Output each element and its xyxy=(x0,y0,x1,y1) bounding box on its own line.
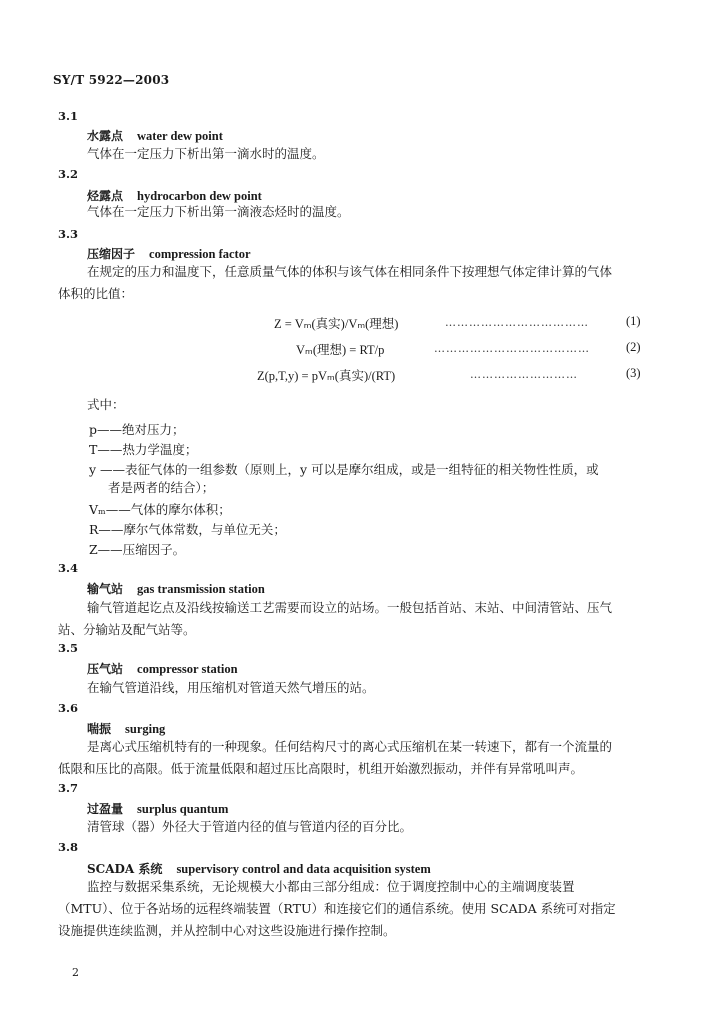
term-chinese: 压缩因子 xyxy=(87,247,136,261)
term-definition: 气体在一定压力下析出第一滴水时的温度。 xyxy=(87,146,325,161)
equation-3: Z(p,T,y) = pVₘ(真实)/(RT) xyxy=(257,369,396,383)
term-definition-line: 站、分输站及配气站等。 xyxy=(58,622,196,637)
term-heading xyxy=(87,800,228,817)
term-definition-line: 低限和压比的高限。低于流量低限和超过压比高限时，机组开始激烈振动，并伴有异常吼叫声。 xyxy=(58,761,584,776)
symbol-definition-continued: 者是两者的结合）； xyxy=(108,480,215,495)
equation-leader: ………………………………… xyxy=(434,342,590,355)
term-chinese: 喘振 xyxy=(87,722,112,736)
equation-1: Z = Vₘ(真实)/Vₘ(理想) xyxy=(274,317,399,331)
term-chinese: 输气站 xyxy=(87,582,124,596)
term-english: compression factor xyxy=(149,247,251,261)
term-definition-line: 输气管道起讫点及沿线按输送工艺需要而设立的站场。一般包括首站、末站、中间清管站、压气 xyxy=(87,600,613,615)
term-english: supervisory control and data acquisition system xyxy=(176,862,431,876)
equation-number: (2) xyxy=(626,340,641,354)
term-heading xyxy=(87,245,251,262)
term-english: gas transmission station xyxy=(137,582,265,596)
term-definition-line: 设施提供连续监测，并从控制中心对这些设施进行操作控制。 xyxy=(58,923,396,938)
term-definition-line: （MTU）、位于各站场的远程终端装置（RTU）和连接它们的通信系统。使用 SCADA 系统可对指定 xyxy=(58,901,616,916)
term-definition: 气体在一定压力下析出第一滴液态烃时的温度。 xyxy=(87,204,350,219)
term-heading xyxy=(87,660,238,677)
section-number: 3.7 xyxy=(58,781,79,795)
term-definition-line: 在规定的压力和温度下，任意质量气体的体积与该气体在相同条件下按理想气体定律计算的气体 xyxy=(87,264,613,279)
term-english: water dew point xyxy=(137,129,223,143)
term-heading xyxy=(87,720,165,737)
term-definition-line: 体积的比值： xyxy=(58,286,134,301)
equation-leader: ……………………………… xyxy=(445,316,589,329)
term-chinese: 过盈量 xyxy=(87,802,124,816)
page-number: 2 xyxy=(72,966,79,979)
section-number: 3.4 xyxy=(58,561,79,575)
term-english: compressor station xyxy=(137,662,238,676)
term-chinese: 压气站 xyxy=(87,662,124,676)
symbol-definition: p——绝对压力； xyxy=(89,422,185,437)
section-number: 3.3 xyxy=(58,227,79,241)
term-chinese: SCADA 系统 xyxy=(87,862,163,876)
term-definition: 清管球（器）外径大于管道内径的值与管道内径的百分比。 xyxy=(87,819,413,834)
term-definition: 在输气管道沿线，用压缩机对管道天然气增压的站。 xyxy=(87,680,375,695)
standard-code: SY/T 5922—2003 xyxy=(53,73,170,87)
symbol-definition: Vₘ——气体的摩尔体积； xyxy=(89,502,231,517)
symbol-definition: T——热力学温度； xyxy=(89,442,198,457)
equation-leader: ……………………… xyxy=(470,368,578,381)
term-chinese: 水露点 xyxy=(87,129,124,143)
term-heading xyxy=(87,860,431,877)
equation-2: Vₘ(理想) = RT/p xyxy=(296,343,385,357)
term-definition-line: 是离心式压缩机特有的一种现象。任何结构尺寸的离心式压缩机在某一转速下，都有一个流量的 xyxy=(87,739,613,754)
term-heading xyxy=(87,580,265,597)
section-number: 3.6 xyxy=(58,701,79,715)
term-chinese: 烃露点 xyxy=(87,189,124,203)
symbol-definition: Z——压缩因子。 xyxy=(89,542,186,557)
equation-number: (3) xyxy=(626,366,641,380)
section-number: 3.8 xyxy=(58,840,79,854)
term-heading xyxy=(87,127,223,144)
term-definition-line: 监控与数据采集系统，无论规模大小都由三部分组成：位于调度控制中心的主端调度装置 xyxy=(87,879,575,894)
section-number: 3.5 xyxy=(58,641,79,655)
term-english: hydrocarbon dew point xyxy=(137,189,262,203)
symbol-definition: y ——表征气体的一组参数（原则上，y 可以是摩尔组成，或是一组特征的相关物性性质，或 xyxy=(89,462,599,477)
section-number: 3.1 xyxy=(58,109,79,123)
symbol-definition: R——摩尔气体常数，与单位无关； xyxy=(89,522,286,537)
section-number: 3.2 xyxy=(58,167,79,181)
term-english: surging xyxy=(125,722,166,736)
term-english: surplus quantum xyxy=(137,802,229,816)
equation-number: (1) xyxy=(626,314,641,328)
where-label: 式中： xyxy=(87,397,125,412)
